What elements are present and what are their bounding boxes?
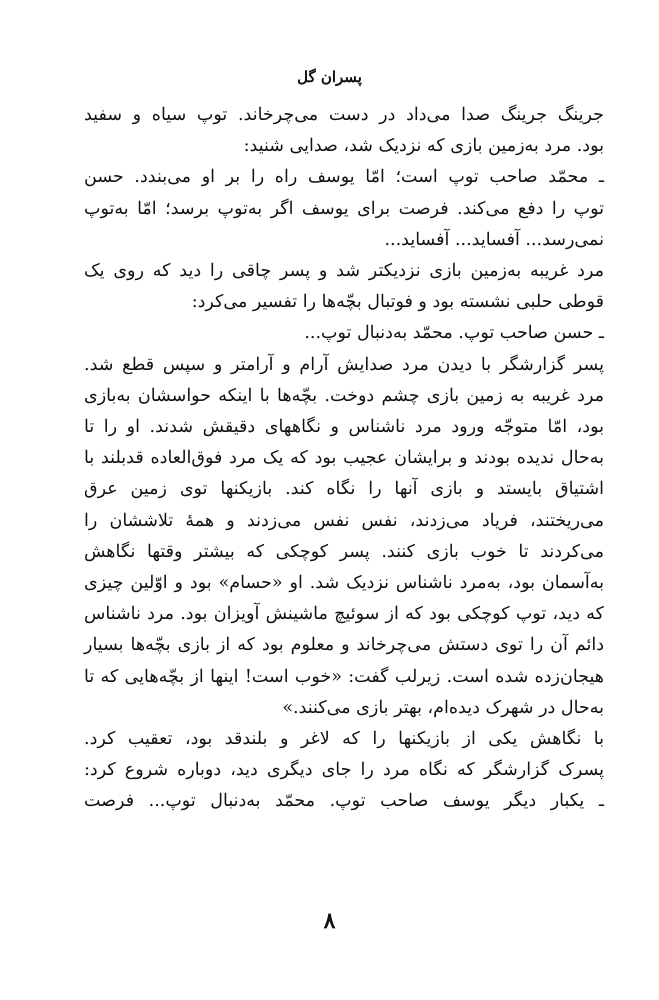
text-line: پسرک گزارشگر که نگاه مرد را جای دیگری دید، دوباره شروع کرد:	[84, 760, 604, 781]
text-line: به‌حال در شهرک دیده‌ام، بهتر بازی می‌کنند.»	[282, 697, 604, 718]
running-head: پسران گل	[297, 68, 362, 86]
text-line: مرد غریبه به‌زمین بازی نزدیکتر شد و پسر چاقی را دید که روی یک	[84, 261, 604, 282]
text-line: هیجان‌زده شده است. زیرلب گفت: «خوب است! اینها از بچّه‌هایی که تا	[84, 666, 604, 687]
text-line: دائم آن را توی دستش می‌چرخاند و معلوم بود که از بازی بچّه‌ها بسیار	[84, 635, 604, 656]
text-line: به‌حال ندیده بودند و برایشان عجیب بود که یک مرد فوق‌العاده قدبلند با	[84, 448, 604, 469]
text-line: می‌کردند تا خوب بازی کنند. پسر کوچکی که بیشتر وقتها نگاهش	[84, 541, 604, 562]
text-line: می‌ریختند، فریاد می‌زدند، نفس نفس می‌زدند و همهٔ تلاششان را	[84, 510, 604, 531]
text-line: اشتیاق بایستد و بازی آنها را نگاه کند. بازیکنها توی زمین عرق	[84, 479, 604, 500]
text-line: پسر گزارشگر با دیدن مرد صدایش آرام و آرامتر و سپس قطع شد.	[84, 354, 604, 375]
text-line: بود، امّا متوجّه ورود مرد ناشناس و نگاههای دقیقش شدند. او را تا	[84, 417, 604, 438]
text-line: ـ محمّد صاحب توپ است؛ امّا یوسف راه را بر او می‌بندد. حسن	[84, 167, 604, 188]
text-line: نمی‌رسد... آفساید... آفساید...	[384, 229, 604, 250]
text-line: بود. مرد به‌زمین بازی که نزدیک شد، صدایی شنید:	[243, 136, 604, 157]
page-number: ۸	[323, 908, 336, 934]
text-line: ـ یکبار دیگر یوسف صاحب توپ. محمّد به‌دنبال توپ... فرصت	[84, 791, 604, 812]
text-line: که دید، توپ کوچکی بود که از سوئیچ ماشینش آویزان بود. مرد ناشناس	[84, 604, 604, 625]
text-line: با نگاهش یکی از بازیکنها را که لاغر و بلندقد بود، تعقیب کرد.	[84, 729, 604, 750]
text-line: ـ حسن صاحب توپ. محمّد به‌دنبال توپ...	[304, 323, 604, 344]
text-line: به‌آسمان بود، به‌مرد ناشناس نزدیک شد. او «حسام» بود و اوّلین چیزی	[84, 573, 604, 594]
text-line: توپ را دفع می‌کند. فرصت برای یوسف اگر به‌توپ برسد؛ امّا به‌توپ	[84, 198, 604, 219]
text-line: قوطی حلبی نشسته بود و فوتبال بچّه‌ها را تفسیر می‌کرد:	[191, 292, 604, 313]
text-line: مرد غریبه به زمین بازی چشم دوخت. بچّه‌ها با اینکه حواسشان به‌بازی	[84, 385, 604, 406]
body-text	[84, 100, 604, 818]
text-line: جرینگ جرینگ صدا می‌داد در دست می‌چرخاند. توپ سیاه و سفید	[84, 105, 604, 125]
